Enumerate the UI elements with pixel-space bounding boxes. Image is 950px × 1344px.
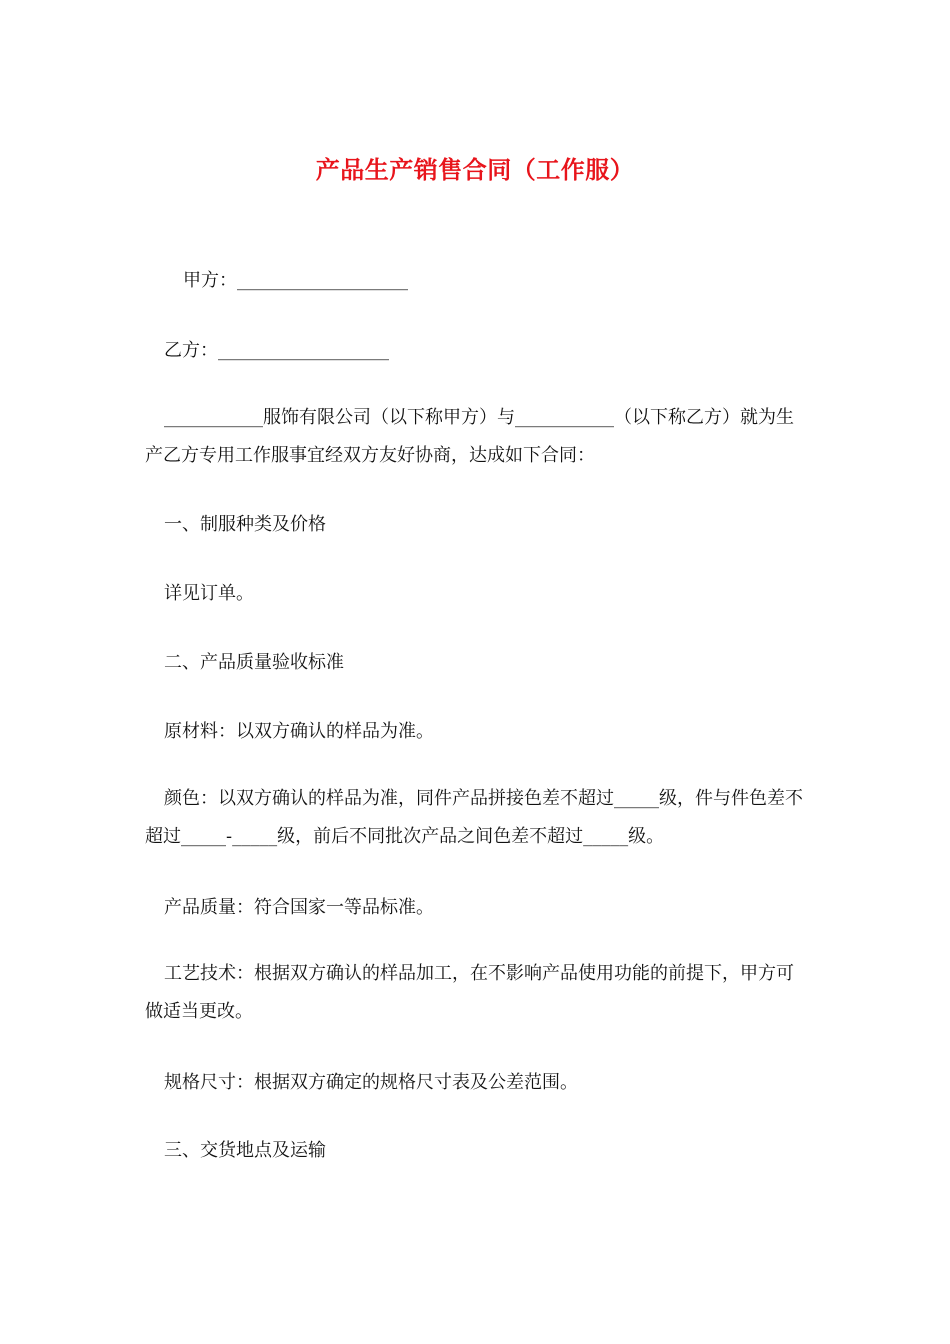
craft-paragraph: 工艺技术：根据双方确认的样品加工，在不影响产品使用功能的前提下，甲方可做适当更改。: [145, 963, 794, 1022]
section-3-heading: 三、交货地点及运输: [164, 1140, 326, 1161]
document-title: 产品生产销售合同（工作服）: [315, 155, 635, 184]
product-quality-line: 产品质量：符合国家一等品标准。: [164, 897, 434, 918]
section-1-text: 详见订单。: [164, 583, 254, 604]
party-a-line: 甲方：___________________: [183, 270, 408, 291]
size-line: 规格尺寸：根据双方确定的规格尺寸表及公差范围。: [164, 1072, 578, 1093]
section-1-heading: 一、制服种类及价格: [164, 514, 326, 535]
party-b-line: 乙方：___________________: [164, 340, 389, 361]
intro-paragraph: ___________服饰有限公司（以下称甲方）与___________（以下称乙方）就为生产乙方专用工作服事宜经双方友好协商，达成如下合同：: [145, 407, 794, 466]
section-2-heading: 二、产品质量验收标准: [164, 652, 344, 673]
raw-material-line: 原材料：以双方确认的样品为准。: [164, 721, 434, 742]
color-paragraph: 颜色：以双方确认的样品为准，同件产品拼接色差不超过_____级，件与件色差不超过_____-_____级，前后不同批次产品之间色差不超过_____级。: [145, 788, 803, 847]
